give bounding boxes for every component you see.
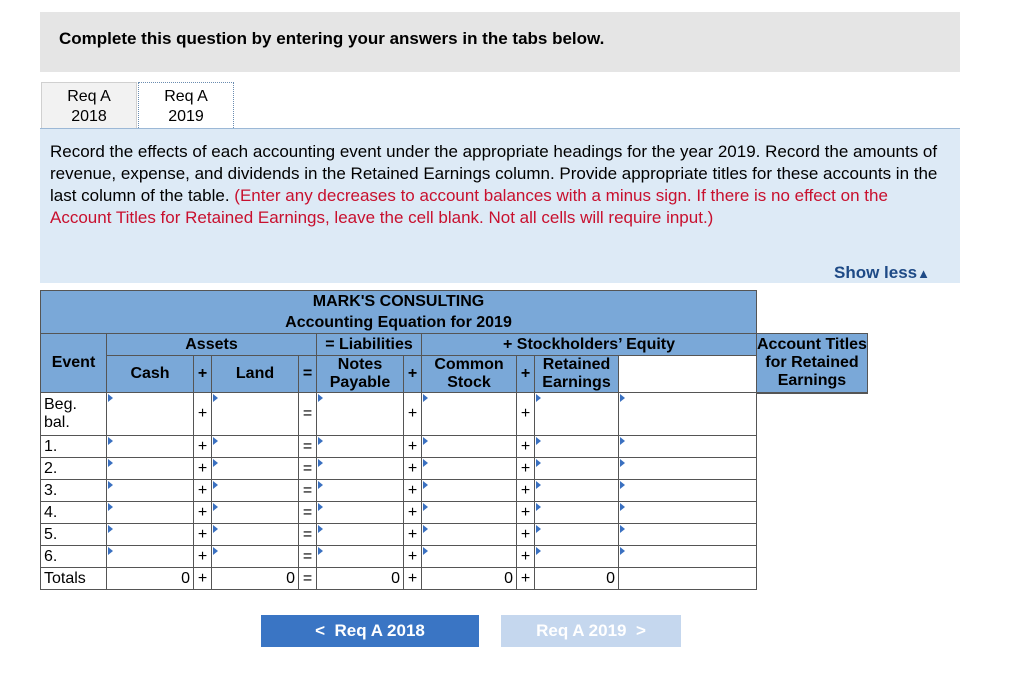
notes-payable-input[interactable] [317,546,404,568]
plus-sign: + [404,480,422,502]
equals-sign: = [299,546,317,568]
account-title-input[interactable] [619,502,757,524]
table-row [41,393,868,436]
instructions-note: (Enter any decreases to account balances with a minus sign. If there is no effect on the Account Titles for Retained Earnings, leave the cell blank. Not all cells will require input.) [50,186,888,227]
show-less-label: Show less [833,263,918,282]
account-title-input[interactable] [619,546,757,568]
banner-text: Complete this question by entering your answers in the tabs below. [59,29,605,48]
land-input[interactable] [212,458,299,480]
common-stock-input[interactable] [422,546,517,568]
prev-button-label: Req A 2018 [334,621,425,640]
plus-sign: + [517,524,535,546]
event-label: 2. [41,458,107,480]
account-title-input[interactable] [619,393,757,436]
equals-sign: = [299,568,317,590]
liabilities-label: Liabilities [339,335,413,353]
tab-req-a-2018[interactable] [41,82,137,128]
event-label: 4. [41,502,107,524]
chevron-right-icon: > [635,621,646,640]
plus-sign: + [517,568,535,590]
plus-sign: + [194,480,212,502]
plus-sign: + [517,393,535,436]
equity-label: Stockholders’ Equity [516,335,676,353]
table-row [41,546,868,568]
table-title: Accounting Equation for 2019 [41,312,757,334]
common-stock-input[interactable] [422,480,517,502]
event-header: Event [41,334,107,393]
plus-sign: + [404,568,422,590]
instructions-banner [40,12,960,72]
retained-earnings-input[interactable] [535,546,619,568]
land-total: 0 [212,568,299,590]
retained-earnings-input[interactable] [535,480,619,502]
table-row [41,436,868,458]
retained-earnings-input[interactable] [535,502,619,524]
plus-sign: + [194,524,212,546]
notes-payable-input[interactable] [317,524,404,546]
plus-sign: + [194,436,212,458]
retained-earnings-input[interactable] [535,524,619,546]
notes-label: Notes [337,356,383,373]
plus-sign: + [404,502,422,524]
table-row [41,502,868,524]
plus-sign: + [517,436,535,458]
notes-payable-input[interactable] [317,436,404,458]
land-input[interactable] [212,393,299,436]
plus-sign: + [404,524,422,546]
tab-label-line2: 2019 [168,108,204,125]
table-row [41,524,868,546]
notes-payable-total: 0 [317,568,404,590]
plus-sign: + [404,546,422,568]
cash-input[interactable] [107,393,194,436]
earnings-label: Earnings [542,374,611,391]
common-stock-header [422,356,517,393]
cash-input[interactable] [107,458,194,480]
company-name: MARK'S CONSULTING [41,291,757,313]
table-row [41,480,868,502]
plus-sign: + [517,356,535,393]
plus-sign: + [517,458,535,480]
event-label: 6. [41,546,107,568]
plus-sign: + [517,502,535,524]
plus-sign: + [404,458,422,480]
cash-input[interactable] [107,480,194,502]
instructions-main: Record the effects of each accounting event under the appropriate headings for the year 2019. Record the amounts of revenue, expense, and dividends in the Retained Earnings column. Provide appropriate titles for these accounts in the last column of the table. [50,142,938,205]
tab-req-a-2019[interactable] [138,82,234,128]
stock-label: Stock [447,374,491,391]
assets-header: Assets [107,334,317,356]
equals-sign: = [299,502,317,524]
account-titles-line1: Account Titles [757,335,867,353]
equals-sign: = [299,436,317,458]
equals-sign: = [299,524,317,546]
table-row [41,458,868,480]
plus-sign: + [502,335,513,353]
account-titles-total [619,568,757,590]
event-label: Beg. bal. [41,393,107,436]
next-button-label: Req A 2019 [536,621,627,640]
land-input[interactable] [212,546,299,568]
notes-payable-header [317,356,404,393]
event-label: 1. [41,436,107,458]
liabilities-header [317,334,422,356]
equals-sign: = [299,356,317,393]
common-label: Common [434,356,504,373]
land-header: Land [212,356,299,393]
plus-sign: + [194,568,212,590]
plus-sign: + [404,436,422,458]
cash-total: 0 [107,568,194,590]
plus-sign: + [517,480,535,502]
retained-label: Retained [542,356,611,373]
common-stock-input[interactable] [422,393,517,436]
totals-label: Totals [41,568,107,590]
plus-sign: + [404,356,422,393]
plus-sign: + [194,458,212,480]
plus-sign: + [194,546,212,568]
next-req-a-2019-button[interactable] [501,615,681,647]
land-input[interactable] [212,502,299,524]
event-label: 5. [41,524,107,546]
cash-input[interactable] [107,546,194,568]
retained-earnings-input[interactable] [535,393,619,436]
equals-sign: = [299,458,317,480]
tab-label-line1: Req A [67,88,111,105]
account-titles-header [757,334,868,393]
plus-sign: + [194,356,212,393]
retained-earnings-input[interactable] [535,458,619,480]
common-stock-input[interactable] [422,524,517,546]
land-input[interactable] [212,524,299,546]
instructions-panel [40,128,960,283]
accounting-equation-table [40,290,868,590]
common-stock-total: 0 [422,568,517,590]
tab-label-line1: Req A [164,88,208,105]
account-titles-line2: for Retained [765,353,859,371]
common-stock-input[interactable] [422,502,517,524]
account-titles-line3: Earnings [777,371,847,389]
prev-req-a-2018-button[interactable] [261,615,479,647]
notes-payable-input[interactable] [317,502,404,524]
retained-earnings-total: 0 [535,568,619,590]
plus-sign: + [517,546,535,568]
chevron-left-icon: < [315,621,326,640]
notes-payable-input[interactable] [317,480,404,502]
land-input[interactable] [212,436,299,458]
land-input[interactable] [212,480,299,502]
event-label: 3. [41,480,107,502]
cash-input[interactable] [107,502,194,524]
cash-header: Cash [107,356,194,393]
equity-header [422,334,757,356]
cash-input[interactable] [107,436,194,458]
account-title-input[interactable] [619,480,757,502]
tab-label-line2: 2018 [71,108,107,125]
plus-sign: + [194,393,212,436]
cash-input[interactable] [107,524,194,546]
notes-payable-input[interactable] [317,458,404,480]
plus-sign: + [404,393,422,436]
triangle-up-icon: ▲ [917,266,930,281]
instructions-text [50,141,950,229]
show-less-link[interactable] [834,263,930,283]
account-title-input[interactable] [619,524,757,546]
account-title-input[interactable] [619,458,757,480]
retained-earnings-header [535,356,619,393]
notes-payable-input[interactable] [317,393,404,436]
equals-sign: = [325,335,335,353]
common-stock-input[interactable] [422,436,517,458]
totals-row [41,568,868,590]
payable-label: Payable [329,374,391,391]
equals-sign: = [299,480,317,502]
retained-earnings-input[interactable] [535,436,619,458]
equals-sign: = [299,393,317,436]
plus-sign: + [194,502,212,524]
common-stock-input[interactable] [422,458,517,480]
account-title-input[interactable] [619,436,757,458]
